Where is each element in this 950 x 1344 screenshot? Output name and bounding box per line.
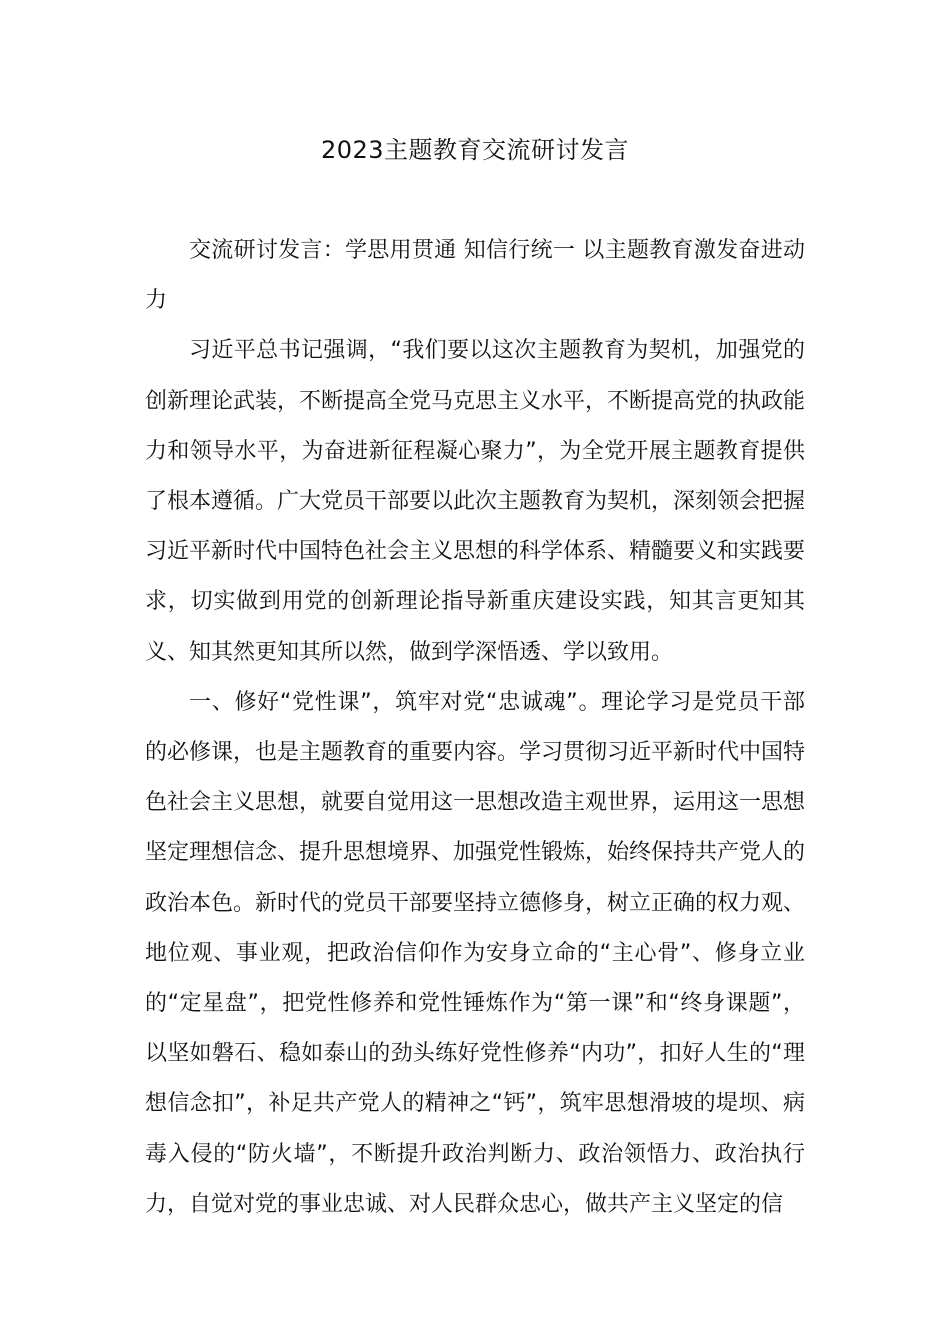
paragraph-intro: 习近平总书记强调，“我们要以这次主题教育为契机，加强党的创新理论武装，不断提高全党马克思主义水平，不断提高党的执政能力和领导水平，为奋进新征程凝心聚力”，为全党开展主题教育提供了根本遵循。广大党员干部要以此次主题教育为契机，深刻领会把握习近平新时代中国特色社会主义思想的科学体系、精髓要义和实践要求，切实做到用党的创新理论指导新重庆建设实践，知其言更知其义、知其然更知其所以然，做到学深悟透、学以致用。 — [145, 338, 806, 665]
document-body — [145, 226, 805, 1230]
paragraph-subtitle: 交流研讨发言：学思用贯通 知信行统一 以主题教育激发奋进动力 — [145, 238, 805, 314]
document-title: 2023主题教育交流研讨发言 — [320, 136, 630, 164]
paragraph-section-one: 一、修好“党性课”，筑牢对党“忠诚魂”。理论学习是党员干部的必修课，也是主题教育的重要内容。学习贯彻习近平新时代中国特色社会主义思想，就要自觉用这一思想改造主观世界，运用这一思想坚定理想信念、提升思想境界、加强党性锻炼，始终保持共产党人的政治本色。新时代的党员干部要坚持立德修身，树立正确的权力观、地位观、事业观，把政治信仰作为安身立命的“主心骨”、修身立业的“定星盘”，把党性修养和党性锤炼作为“第一课”和“终身课题”，以坚如磐石、稳如泰山的劲头练好党性修养“内功”，扣好人生的“理想信念扣”，补足共产党人的精神之“钙”，筑牢思想滑坡的堤坝、病毒入侵的“防火墙”，不断提升政治判断力、政治领悟力、政治执行力，自觉对党的事业忠诚、对人民群众忠心，做共产主义坚定的信 — [145, 689, 806, 1217]
